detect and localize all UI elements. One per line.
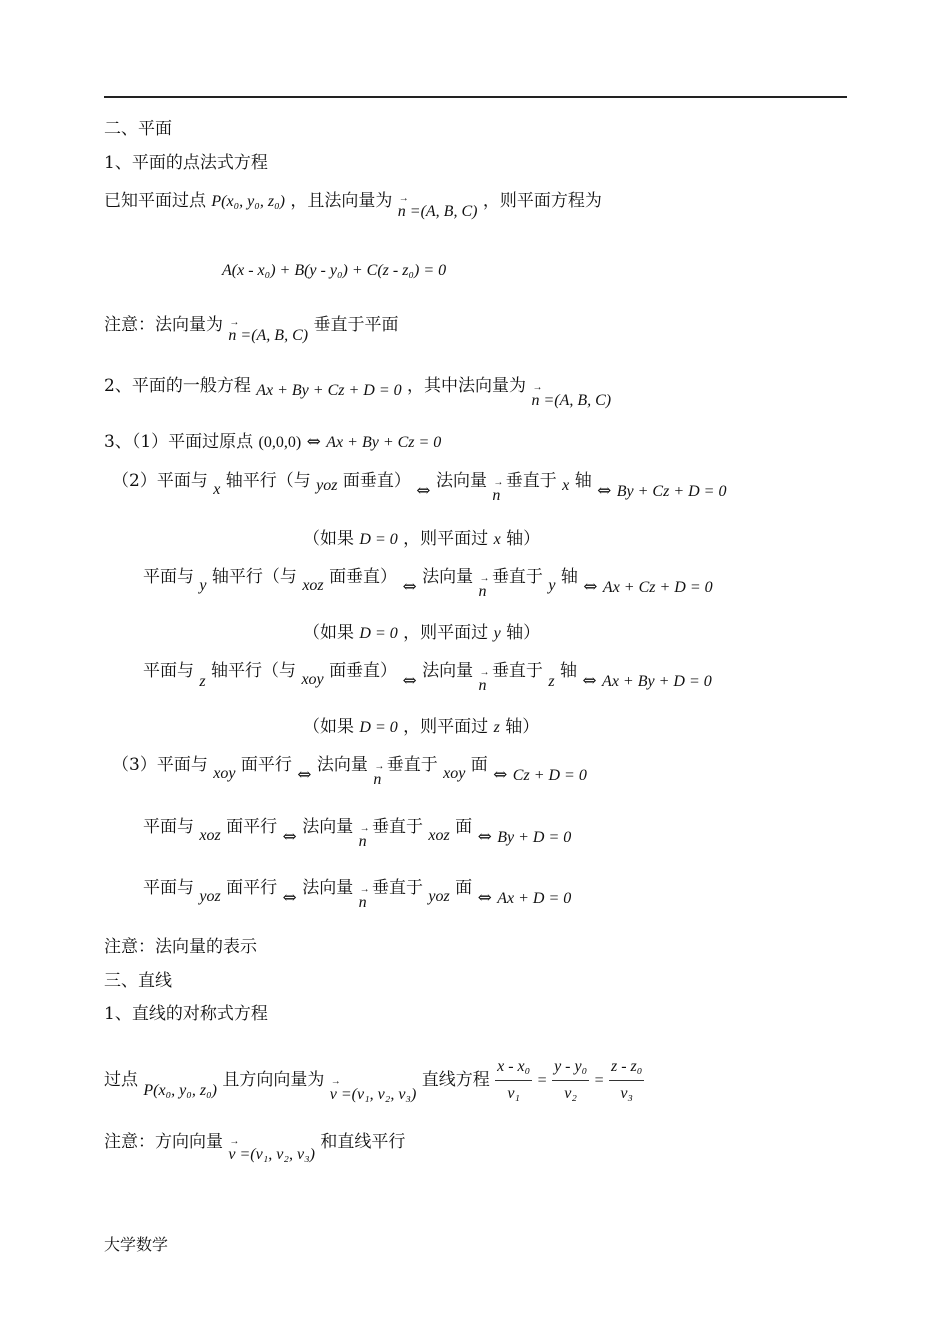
text: 平面与 [143, 661, 194, 681]
iff-symbol: ⇔ [597, 481, 612, 501]
text: 过点 [104, 1070, 138, 1090]
math-equation: Ax + By + Cz = 0 [326, 434, 442, 451]
math-plane: xoz [428, 827, 450, 844]
text: 面平行 [240, 755, 292, 775]
iff-symbol: ⇔ [416, 481, 431, 501]
heading-general-form [104, 375, 612, 409]
math-d-zero: D = 0 [359, 531, 398, 548]
text: 面垂直） [329, 567, 398, 587]
text: 轴） [506, 623, 541, 643]
math-normal-vector: → n [373, 769, 381, 791]
iff-symbol: ⇔ [402, 671, 417, 691]
equation-point-normal: A(x - x₀) + B(y - y₀) + C(z - z₀) = 0 [222, 262, 447, 279]
text: 垂直于 [505, 471, 557, 491]
text: 轴 [560, 567, 578, 587]
fraction-denominator: v₂ [564, 1085, 577, 1102]
text: 注意：方向向量 [104, 1132, 223, 1152]
text: 轴平行（与 [211, 567, 297, 587]
math-equation: By + Cz + D = 0 [616, 483, 727, 500]
fraction-y [552, 1054, 589, 1107]
text: 直线方程 [421, 1070, 490, 1090]
math-axis: z [199, 673, 206, 690]
text: 且方向向量为 [222, 1070, 325, 1090]
text: 面垂直） [329, 661, 398, 681]
math-plane: xoy [301, 671, 324, 688]
math-axis: y [199, 577, 207, 594]
math-axis: y [548, 577, 556, 594]
fraction-numerator: x - x₀ [495, 1054, 532, 1081]
text: ，则平面过 [403, 623, 489, 643]
case-parallel-xoz-plane [143, 816, 572, 850]
text: 轴） [505, 717, 540, 737]
math-equation: Ax + By + D = 0 [602, 673, 712, 690]
text: 轴平行（与 [211, 661, 297, 681]
math-axis: x [493, 531, 501, 548]
math-equation: Ax + Cz + D = 0 [602, 579, 713, 596]
case-parallel-xoy-plane [112, 754, 587, 788]
text: 面垂直） [342, 471, 411, 491]
note-normal-perpendicular [104, 314, 399, 344]
iff-symbol: ⇔ [306, 432, 321, 452]
math-direction-vector: → v =(v₁, v₂, v₃) [330, 1082, 417, 1108]
text: 法向量 [302, 878, 354, 898]
text: 2、平面的一般方程 [104, 376, 251, 396]
text: 轴 [574, 471, 592, 491]
fraction-denominator: v₁ [507, 1085, 520, 1102]
text: 法向量 [316, 755, 368, 775]
text: （如果 [303, 717, 354, 737]
fraction-z [609, 1054, 644, 1107]
heading-symmetric-form: 1、直线的对称式方程 [104, 1004, 268, 1024]
text: 面 [470, 755, 488, 775]
text: 平面与 [143, 567, 194, 587]
iff-symbol: ⇔ [493, 765, 508, 785]
note-through-z-axis [303, 716, 539, 739]
text: 垂直于 [491, 567, 543, 587]
note-through-x-axis [303, 528, 540, 551]
text: ，且法向量为 [290, 191, 393, 211]
math-plane: yoz [428, 888, 450, 905]
text: 轴平行（与 [225, 471, 311, 491]
equals-sign: = [537, 1072, 547, 1089]
text: 3、（1）平面过原点 [104, 432, 254, 452]
text: 法向量 [302, 817, 354, 837]
text: 平面与 [143, 817, 194, 837]
text: 垂直于平面 [313, 315, 399, 335]
text: 平面与 [143, 878, 194, 898]
math-general-equation: Ax + By + Cz + D = 0 [256, 382, 402, 399]
fraction-x [495, 1054, 532, 1107]
math-axis: y [493, 625, 501, 642]
math-normal-vector: → n [479, 675, 487, 697]
text: 轴 [559, 661, 577, 681]
heading-point-normal-form: 1、平面的点法式方程 [104, 153, 268, 173]
iff-symbol: ⇔ [477, 888, 492, 908]
math-axis: z [548, 673, 555, 690]
text: 法向量 [422, 567, 474, 587]
fraction-denominator: v₃ [620, 1085, 633, 1102]
math-plane: yoz [316, 477, 338, 494]
text: 和直线平行 [320, 1132, 406, 1152]
text: ，则平面过 [403, 717, 489, 737]
text: 垂直于 [372, 878, 424, 898]
text: （3）平面与 [112, 755, 208, 775]
math-plane: xoy [443, 765, 466, 782]
text: ，则平面方程为 [482, 191, 602, 211]
case-parallel-yoz-plane [143, 877, 572, 911]
math-plane: xoy [213, 765, 236, 782]
math-point: P(x₀, y₀, z₀) [143, 1082, 217, 1099]
iff-symbol: ⇔ [297, 765, 312, 785]
iff-symbol: ⇔ [582, 671, 597, 691]
header-rule [104, 96, 847, 98]
text: ，其中法向量为 [407, 376, 527, 396]
math-axis: x [562, 477, 570, 494]
iff-symbol: ⇔ [282, 827, 297, 847]
text: 注意：法向量为 [104, 315, 223, 335]
equals-sign: = [594, 1072, 604, 1089]
text: （2）平面与 [112, 471, 208, 491]
math-normal-vector: → n =(A, B, C) [228, 325, 308, 347]
case-parallel-y-axis [143, 566, 713, 600]
text: （如果 [303, 623, 354, 643]
iff-symbol: ⇔ [477, 827, 492, 847]
text: 面平行 [226, 878, 278, 898]
section-title-plane: 二、平面 [104, 119, 172, 139]
math-normal-vector: → n [479, 581, 487, 603]
math-normal-vector: → n [359, 892, 367, 914]
math-point: P(x₀, y₀, z₀) [211, 193, 285, 210]
math-normal-vector: → n =(A, B, C) [398, 201, 478, 223]
text: 已知平面过点 [104, 191, 206, 211]
math-equation: Ax + D = 0 [497, 890, 572, 907]
math-plane: xoz [302, 577, 324, 594]
math-axis: x [213, 481, 221, 498]
math-plane: yoz [199, 888, 221, 905]
math-axis: z [493, 719, 500, 736]
case-parallel-z-axis [143, 660, 712, 694]
math-origin: (0,0,0) [258, 434, 302, 451]
text: 垂直于 [372, 817, 424, 837]
math-direction-vector: → v =(v₁, v₂, v₃) [228, 1144, 315, 1166]
paragraph-point-normal [104, 190, 602, 220]
math-normal-vector: → n [359, 831, 367, 853]
text: 面平行 [226, 817, 278, 837]
note-normal-representation: 注意：法向量的表示 [104, 937, 257, 957]
case-parallel-x-axis [112, 470, 727, 504]
math-normal-vector: → n [492, 485, 500, 507]
text: 法向量 [435, 471, 487, 491]
fraction-numerator: y - y₀ [552, 1054, 589, 1081]
text: （如果 [303, 529, 354, 549]
text: ，则平面过 [403, 529, 489, 549]
math-d-zero: D = 0 [359, 719, 398, 736]
section-title-line: 三、直线 [104, 971, 172, 991]
math-equation: By + D = 0 [497, 829, 572, 846]
iff-symbol: ⇔ [402, 577, 417, 597]
fraction-numerator: z - z₀ [609, 1054, 644, 1081]
iff-symbol: ⇔ [583, 577, 598, 597]
case-through-origin [104, 431, 441, 454]
math-plane: xoz [199, 827, 221, 844]
footer-label: 大学数学 [104, 1235, 169, 1254]
iff-symbol: ⇔ [282, 888, 297, 908]
text: 面 [455, 817, 473, 837]
text: 面 [455, 878, 473, 898]
note-direction-parallel [104, 1131, 406, 1163]
text: 垂直于 [491, 661, 543, 681]
note-through-y-axis [303, 622, 540, 645]
math-equation: Cz + D = 0 [512, 767, 587, 784]
text: 法向量 [422, 661, 474, 681]
text: 轴） [506, 529, 541, 549]
paragraph-line-equation [104, 1054, 644, 1107]
math-normal-vector: → n =(A, B, C) [531, 390, 611, 412]
text: 垂直于 [386, 755, 438, 775]
math-d-zero: D = 0 [359, 625, 398, 642]
